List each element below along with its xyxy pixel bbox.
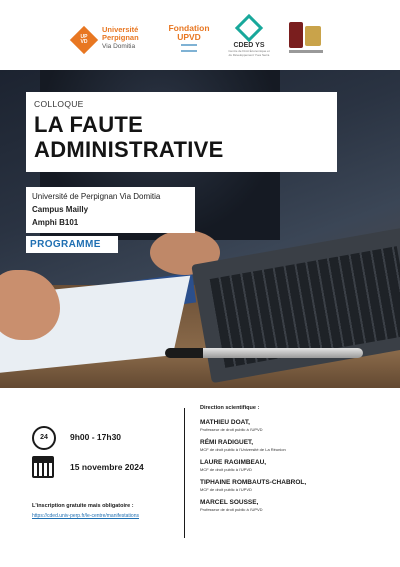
calendar-icon (32, 456, 54, 478)
member-role: MCF de droit public à l'UPVD (200, 467, 252, 472)
clock-icon: 24 (32, 426, 56, 450)
photo-pen-tip (165, 348, 203, 358)
cded-sub: Centre de Droit Économique et du Développement Yves Serra (228, 49, 270, 57)
member-role: MCF de droit public à l'UPVD (200, 487, 252, 492)
venue-university: Université de Perpignan Via Domitia (32, 192, 161, 201)
inscription-link[interactable]: https://cded.univ-perp.fr/le-centre/manifestations (32, 513, 139, 519)
upvd-name-line2: Perpignan (102, 33, 139, 42)
event-info (0, 388, 400, 567)
logo-band (0, 0, 400, 70)
member-role: Professeur de droit public à l'UPVD (200, 427, 263, 432)
member-name: MARCEL SOUSSE, (200, 499, 259, 506)
event-time: 9h00 - 17h30 (70, 432, 122, 442)
cded-emblem-icon (235, 14, 263, 42)
event-kicker: COLLOQUE (34, 99, 84, 109)
seal-crest-icon (305, 26, 321, 46)
upvd-name-line1: Université (102, 25, 139, 34)
member-name: RÉMI RADIGUET, (200, 439, 254, 446)
list-item (200, 479, 390, 493)
seal-emblem-icon (289, 22, 303, 48)
venue-campus: Campus Mailly (32, 205, 89, 214)
faculty-seal-logo (289, 18, 325, 58)
direction-heading: Direction scientifique : (200, 405, 260, 411)
fondation-logo (160, 18, 218, 58)
page-title (34, 112, 224, 162)
cded-name: CDED YS (233, 42, 265, 49)
title-line1: LA FAUTE (34, 112, 144, 137)
event-date: 15 novembre 2024 (70, 462, 144, 472)
member-name: LAURE RAGIMBEAU, (200, 459, 267, 466)
venue-room: Amphi B101 (32, 218, 79, 227)
photo-hand-left (0, 270, 60, 340)
venue-card (26, 187, 195, 233)
list-item (200, 439, 390, 453)
title-line2: ADMINISTRATIVE (34, 137, 224, 162)
member-role: MCF de droit public à l'Université de La Réunion (200, 447, 286, 452)
member-name: MATHIEU DOAT, (200, 419, 250, 426)
upvd-name (102, 26, 139, 42)
cded-logo (228, 18, 270, 58)
upvd-sub: Via Domitia (102, 43, 136, 50)
list-item (200, 459, 390, 473)
column-divider (184, 408, 185, 538)
list-item (200, 499, 390, 513)
programme-button[interactable]: PROGRAMME (26, 236, 118, 253)
upvd-mark: UP VD (80, 34, 88, 45)
fondation-emblem-icon (181, 44, 197, 52)
fondation-line2: UPVD (177, 32, 201, 42)
seal-bar (289, 50, 323, 53)
direction-scientifique (200, 405, 390, 519)
inscription-label: L'inscription gratuite mais obligatoire : (32, 503, 134, 509)
title-card (26, 92, 337, 172)
member-name: TIPHAINE ROMBAUTS-CHABROL, (200, 479, 307, 486)
upvd-logo (74, 18, 154, 58)
member-role: Professeur de droit public à l'UPVD (200, 507, 263, 512)
list-item (200, 419, 390, 433)
fondation-line1: Fondation (168, 23, 210, 33)
